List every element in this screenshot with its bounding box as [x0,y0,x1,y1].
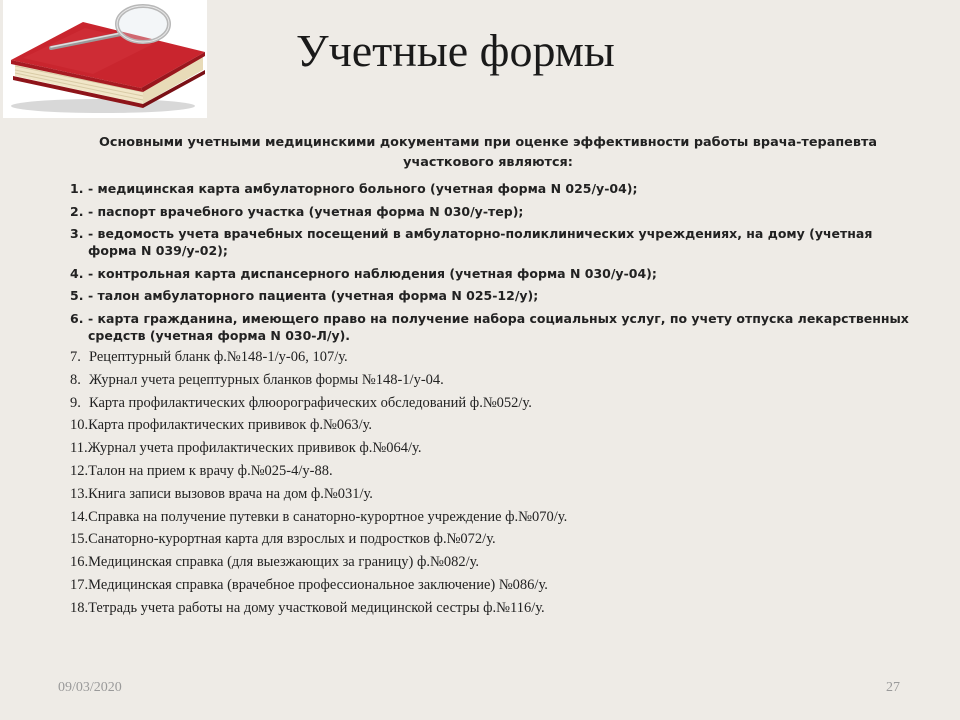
item-text: - медицинская карта амбулаторного больного (учетная форма N 025/у-04); [88,181,638,196]
list-item [70,600,910,617]
list-item [70,531,910,548]
list-item [70,395,910,412]
list-item [70,417,910,434]
item-text: - талон амбулаторного пациента (учетная форма N 025-12/у); [88,288,539,303]
list-item [70,265,910,282]
item-text: - карта гражданина, имеющего право на получение набора социальных услуг, по учету отпуска лекарственных средств (учетная форма N 030-Л/у). [88,310,909,343]
item-number: 10. [70,417,89,434]
item-number: 12. [70,462,89,479]
item-text: Книга записи вызовов врача на дом ф.№031/у. [88,485,373,502]
list-item [70,180,910,197]
list-item [70,310,910,344]
item-text: Тетрадь учета работы на дому участковой медицинской сестры ф.№116/у. [88,599,545,616]
item-number: 16. [70,554,89,571]
item-number: 8. [70,371,81,388]
item-number: 5. [70,288,84,303]
list-item [70,372,910,389]
item-text: - контрольная карта диспансерного наблюдения (учетная форма N 030/у-04); [88,265,657,281]
item-text: Карта профилактических прививок ф.№063/у. [88,417,373,434]
item-number: 1. [70,181,84,196]
page-number: 27 [886,680,900,695]
item-number: 7. [70,349,81,365]
item-text: Журнал учета рецептурных бланков формы №148-1/у-04. [89,371,444,388]
item-text: Медицинская справка (для выезжающих за границу) ф.№082/у. [88,554,480,571]
item-text: Журнал учета профилактических прививок ф.№064/у. [87,440,422,457]
list-item [70,463,910,480]
list-item [70,577,910,594]
item-number: 4. [70,265,84,281]
item-text: Справка на получение путевки в санаторно-курортное учреждение ф.№070/у. [88,508,568,525]
footer-date: 09/03/2020 [58,680,122,695]
item-text: - ведомость учета врачебных посещений в амбулаторно-поликлинических учреждениях, на дому (учетная форма N 039/у-02); [88,226,873,258]
intro-paragraph: Основными учетными медицинскими документами при оценке эффективности работы врача-терапевта участкового являются: [98,135,877,170]
list-item [70,440,910,457]
forms-list [70,180,910,623]
item-number: 6. [70,310,84,326]
item-number: 9. [70,394,81,411]
item-number: 17. [70,576,89,593]
item-number: 3. [70,226,84,241]
item-number: 15. [70,531,89,548]
item-number: 2. [70,203,84,219]
slide-title: Учетные формы [296,25,615,76]
list-item [70,509,910,526]
item-text: Карта профилактических флюорографических обследований ф.№052/у. [89,394,532,411]
item-text: Санаторно-курортная карта для взрослых и подростков ф.№072/у. [88,531,496,548]
item-number: 11. [70,440,88,457]
item-number: 14. [70,508,89,525]
item-text: - паспорт врачебного участка (учетная форма N 030/у-тер); [88,203,524,219]
list-item [70,287,910,304]
list-item [70,225,910,259]
item-text: Талон на прием к врачу ф.№025-4/у-88. [88,462,333,479]
list-item [70,203,910,220]
list-item [70,349,910,366]
item-text: Медицинская справка (врачебное профессиональное заключение) №086/у. [88,576,548,593]
list-item [70,486,910,503]
item-text: Рецептурный бланк ф.№148-1/у-06, 107/у. [89,349,348,365]
book-with-magnifier-image [3,0,207,118]
list-item [70,554,910,571]
book-magnifier-icon [3,0,207,118]
item-number: 18. [70,599,89,616]
item-number: 13. [70,485,89,502]
